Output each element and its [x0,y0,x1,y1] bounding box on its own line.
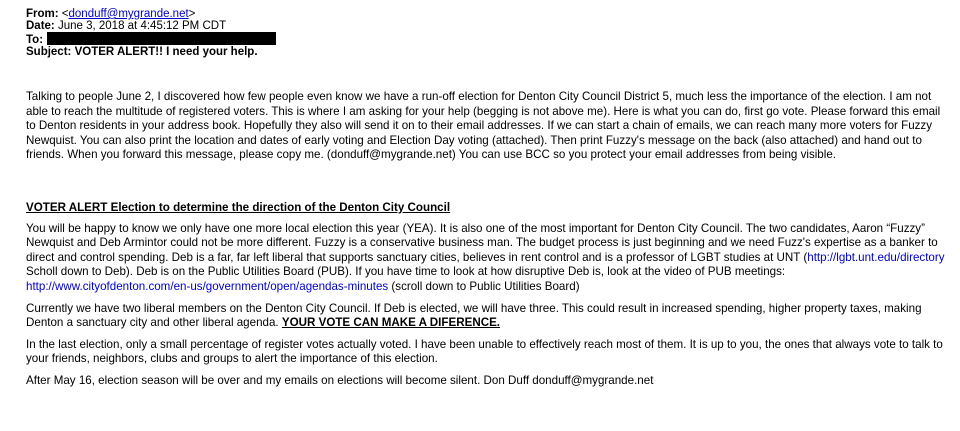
candidates-text-a: You will be happy to know we only have one more local election this year (YEA). It is also one of the most important for Denton City Council. The two candidates, Aaron “Fuzzy” Newquist and Deb Armintor could not be more different. Fuzzy is a conservative business man. The budget process is just beginning and we need Fuzz's expertise as a banker to direct and control spending. Deb is a far, far left liberal that supports sanctuary cities, believes in rent control and is a professor of LGBT studies at UNT ( [26,221,938,264]
signoff-paragraph: After May 16, election season will be over and my emails on elections will become silent. Don Duff donduff@mygrande.net [26,373,654,387]
from-lt: < [61,8,69,20]
agendas-minutes-link[interactable]: http://www.cityofdenton.com/en-us/government/open/agendas-minutes [26,279,389,293]
alert-heading: VOTER ALERT Election to determine the direction of the Denton City Council [26,200,451,214]
subject-value: VOTER ALERT!! I need your help. [74,45,258,58]
vote-emphasis: YOUR VOTE CAN MAKE A DIFERENCE. [281,316,501,330]
subject-line [26,47,276,59]
date-line [26,21,276,33]
email-header [26,9,276,58]
candidates-paragraph [26,222,946,295]
email-body [26,90,946,389]
council-text: Currently we have two liberal members on the Denton City Council. If Deb is elected, we will have three. This could result in increased spending, higher property taxes, making Denton a sanctuary city and other liberal agenda. [26,301,922,330]
council-paragraph [26,302,946,331]
from-label: From: [26,8,59,20]
date-value: June 3, 2018 at 4:45:12 PM CDT [57,19,227,32]
to-line [26,32,276,47]
lgbt-directory-link[interactable]: http://lgbt.unt.edu/directory [807,250,945,264]
subject-label: Subject: [26,45,72,58]
last-election-paragraph: In the last election, only a small percentage of register votes actually voted. I have been unable to effectively reach most of them. It is up to you, the ones that always vote to talk to your friends, neighbors, clubs and groups to alert the importance of this election. [26,337,943,366]
date-label: Date: [26,19,55,32]
intro-paragraph: Talking to people June 2, I discovered how few people even know we have a run-off election for Denton City Council District 5, much less the importance of the election. I am not able to reach the multitude of registered voters. This is where I am asking for your help (begging is not above me). Here is what you can do, first go vote. Please forward this email to Denton residents in your address book. Hopefully they also will send it on to their email addresses. If we can start a chain of emails, we can reach many more voters for Fuzzy Newquist. You can also print the location and dates of early voting and Election Day voting (attached). Then print Fuzzy's message on the back (also attached) and hand out to friends. When you forward this message, please copy me. (donduff@mygrande.net) You can use BCC so you protect your email addresses from being visible. [26,90,941,162]
to-label: To: [26,34,44,47]
from-email-link[interactable]: donduff@mygrande.net [68,8,189,20]
redacted-recipient [47,32,276,45]
candidates-text-c: (scroll down to Public Utilities Board) [388,279,580,293]
candidates-text-b: Scholl down to Deb). Deb is on the Public Utilities Board (PUB). If you have time to look at how disruptive Deb is, look at the video of PUB meetings: [26,265,786,279]
from-gt: > [188,8,196,20]
